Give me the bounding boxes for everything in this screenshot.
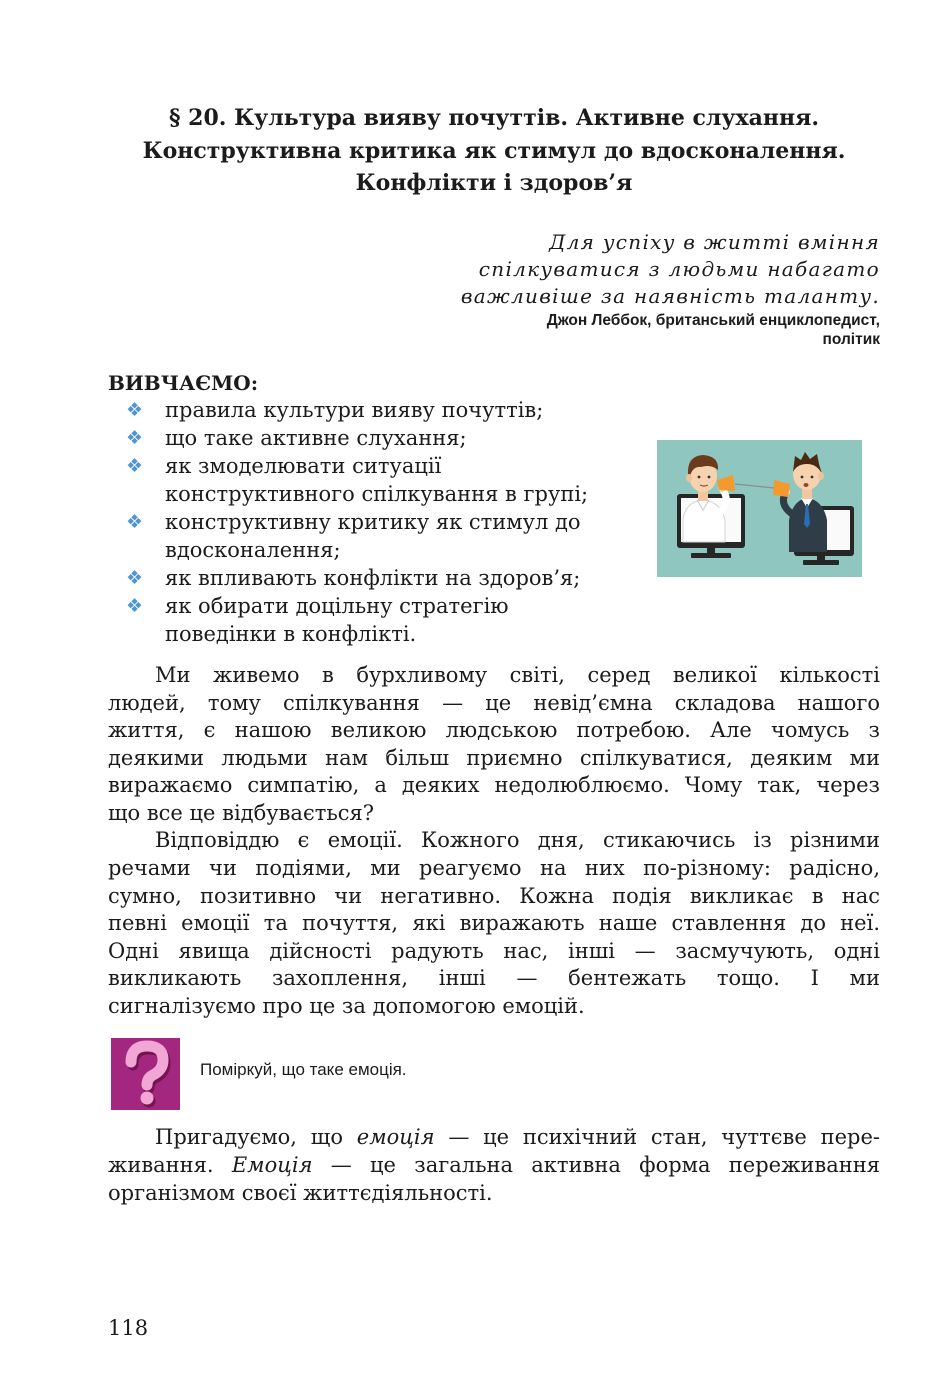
title-line: Конфлікти і здоров’я xyxy=(355,170,633,196)
author-line: політик xyxy=(822,331,880,348)
list-item-line: поведінки в конфлікті. xyxy=(165,622,417,646)
text-line: певні емоції та почуття, які виражають наше ставлення до неї. xyxy=(108,911,880,936)
title-line: § 20. Культура вияву почуттів. Активне слухання. xyxy=(169,105,819,131)
text-line: Одні явища дійсності радують нас, інші — засмучують, одні xyxy=(108,938,880,963)
text-segment: — це психічний стан, чуттєве пере- xyxy=(434,1125,880,1149)
quote-line: Для успіху в житті вміння xyxy=(549,230,880,254)
study-list xyxy=(108,396,648,648)
list-item-line: як обирати доцільну стратегію xyxy=(165,594,509,618)
list-item xyxy=(108,452,648,508)
illustration-svg xyxy=(657,440,862,577)
text-segment: живання. xyxy=(108,1152,232,1177)
body-text xyxy=(108,662,880,1021)
list-item-line: як впливають конфлікти на здоров’я; xyxy=(165,566,581,590)
body-paragraph xyxy=(108,662,880,827)
diamond-bullet-icon: ❖ xyxy=(126,427,144,449)
question-mark-icon xyxy=(111,1038,180,1110)
active-listening-illustration xyxy=(657,440,862,577)
diamond-bullet-icon: ❖ xyxy=(126,567,144,589)
list-item-line: конструктивного спілкування в групі; xyxy=(165,482,589,506)
quote-line: спілкуватися з людьми набагато xyxy=(478,257,880,281)
diamond-bullet-icon: ❖ xyxy=(126,511,144,533)
text-line: що все це відбувається? xyxy=(108,800,375,825)
list-item-line: правила культури вияву почуттів; xyxy=(165,398,544,422)
page-number: 118 xyxy=(108,1316,149,1340)
epigraph-author xyxy=(108,311,880,349)
list-item xyxy=(108,508,648,564)
text-line xyxy=(108,1180,880,1208)
list-item xyxy=(108,424,648,452)
text-line: сигналізуємо про це за допомогою емоцій. xyxy=(108,993,585,1018)
text-segment: організмом своєї життєдіяльності. xyxy=(108,1180,493,1205)
list-item xyxy=(108,592,648,648)
text-segment: Пригадуємо, що xyxy=(155,1125,357,1149)
text-line: деякими людьми нам більш приємно спілкуватися, деяким ми xyxy=(108,745,880,770)
term-emphasis: емоція xyxy=(356,1125,435,1149)
text-line: Ми живемо в бурхливому світі, серед великої кількості xyxy=(155,663,880,687)
reflect-prompt: Поміркуй, що таке емоція. xyxy=(200,1060,407,1079)
text-line: сумно, позитивно чи негативно. Кожна подія викликає в нас xyxy=(108,883,880,908)
epigraph-quote xyxy=(108,229,880,310)
text-line: викликають захоплення, інші — бентежать тощо. І ми xyxy=(108,966,880,991)
list-item-line: конструктивну критику як стимул до xyxy=(165,510,581,534)
diamond-bullet-icon: ❖ xyxy=(126,595,144,617)
text-line: виражаємо симпатію, а деяких недолюблюємо. Чому так, через xyxy=(108,773,880,798)
definition-paragraph xyxy=(108,1124,880,1207)
question-mark-svg xyxy=(111,1038,180,1110)
list-item-line: вдосконалення; xyxy=(165,538,341,562)
author-line: Джон Леббок, британський енциклопедист, xyxy=(546,312,880,329)
quote-line: важливіше за наявність таланту. xyxy=(460,284,880,308)
text-line xyxy=(108,1152,880,1180)
term-emphasis: Емоція xyxy=(231,1152,313,1177)
title-line: Конструктивна критика як стимул до вдосконалення. xyxy=(142,137,846,164)
diamond-bullet-icon: ❖ xyxy=(126,455,144,477)
text-line: людей, тому спілкування — це невід’ємна складова нашого xyxy=(108,690,880,715)
text-line: речами чи подіями, ми реагуємо на них по-різному: радісно, xyxy=(108,856,880,881)
text-segment: — це загальна активна форма переживання xyxy=(312,1152,880,1177)
text-line xyxy=(108,1124,880,1152)
diamond-bullet-icon: ❖ xyxy=(126,399,144,421)
list-item xyxy=(108,396,648,424)
list-item xyxy=(108,564,648,592)
text-line: життя, є нашою великою людською потребою. Але чомусь з xyxy=(108,718,880,743)
list-item-line: як змоделювати ситуації xyxy=(165,454,442,478)
section-title xyxy=(108,102,880,200)
body-paragraph xyxy=(108,827,880,1020)
text-line: Відповіддю є емоції. Кожного дня, стикаючись із різними xyxy=(155,828,880,853)
list-item-line: що таке активне слухання; xyxy=(165,426,467,450)
study-heading: ВИВЧАЄМО: xyxy=(108,371,259,395)
